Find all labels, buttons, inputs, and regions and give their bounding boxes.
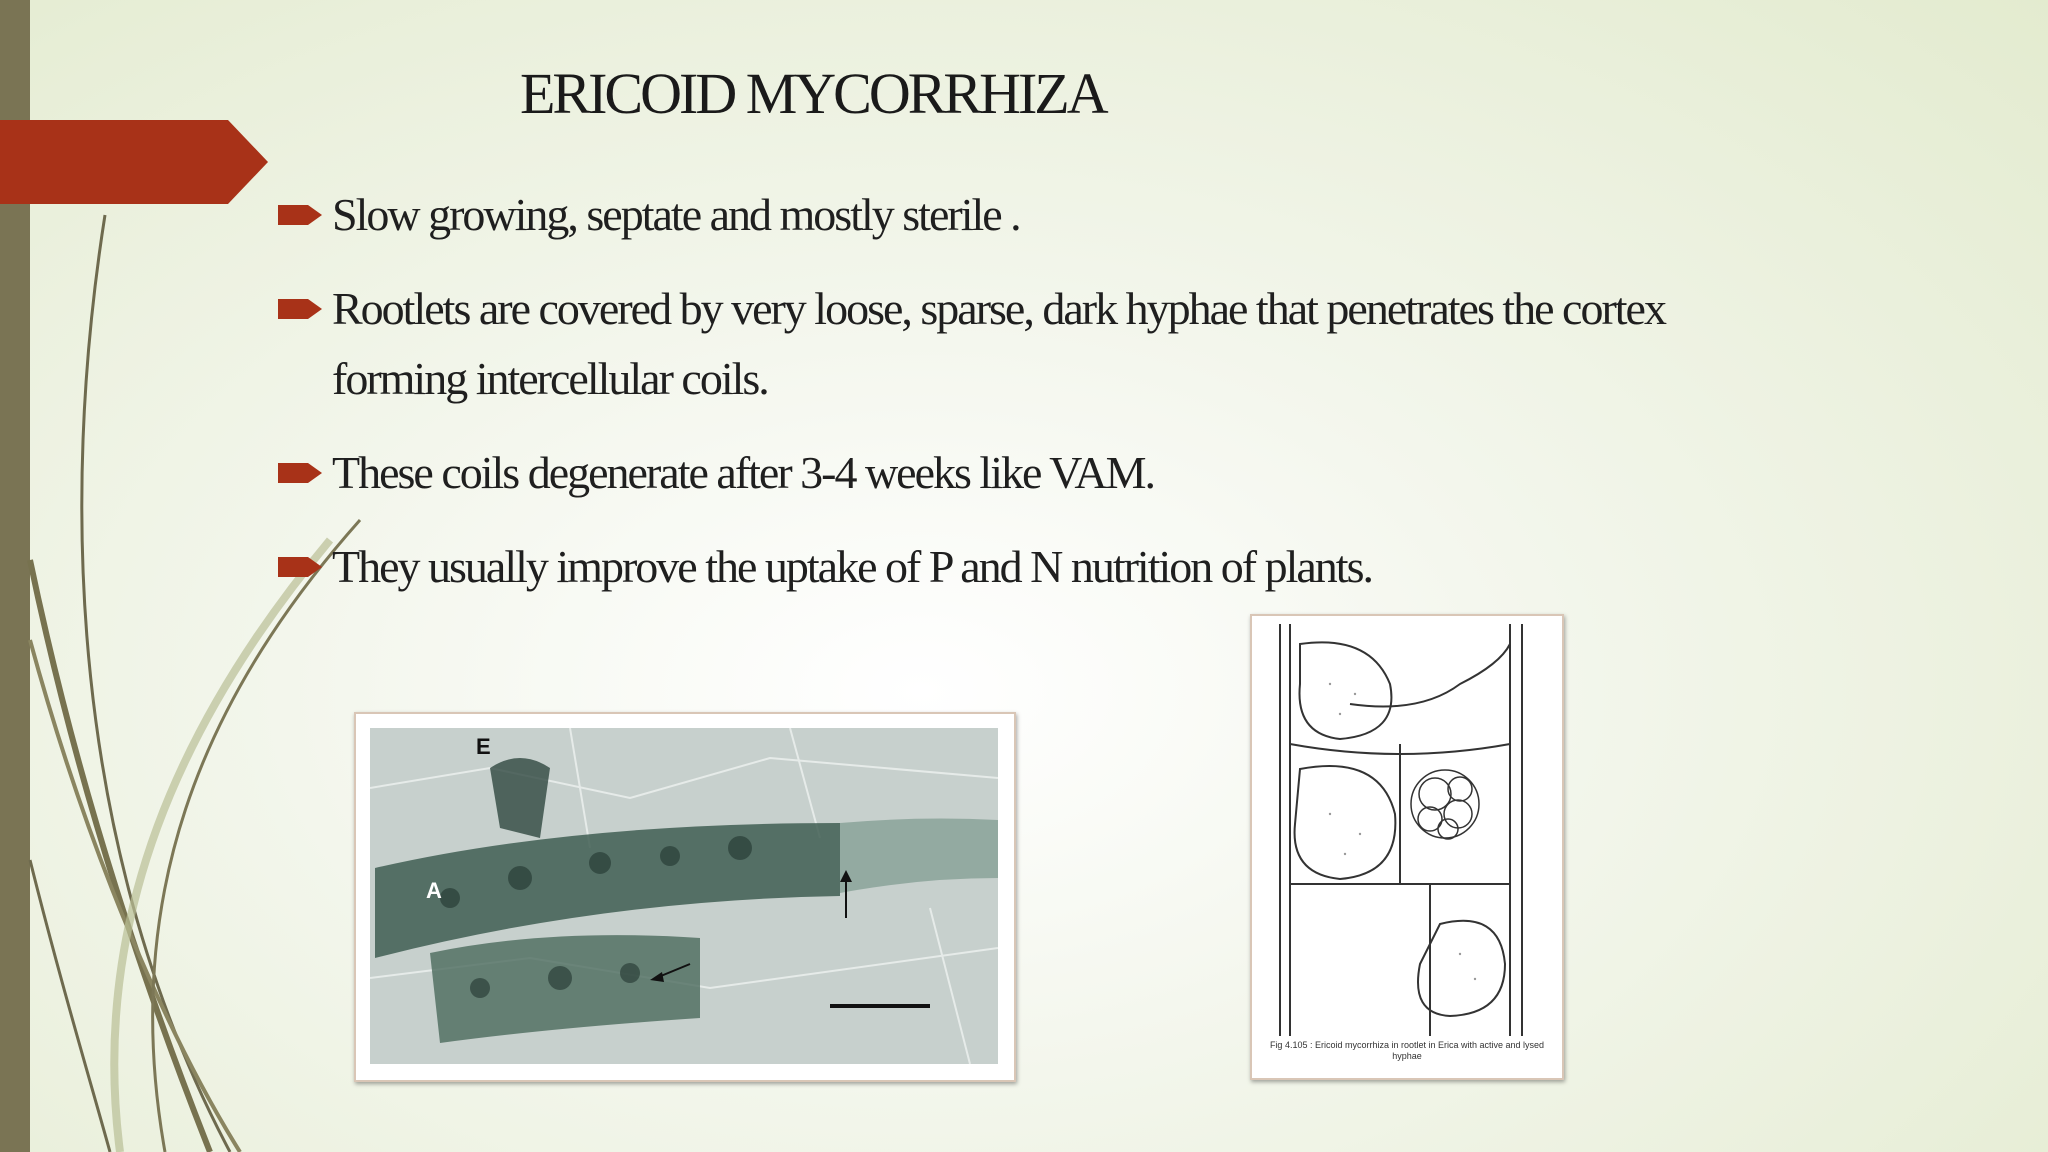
photo-label-a: A [426, 878, 442, 903]
slide-title: ERICOID MYCORRHIZA [520, 61, 1106, 126]
arrow-bullet-icon [278, 202, 322, 228]
bullet-list [278, 180, 1798, 626]
drawing-caption: Fig 4.105 : Ericoid mycorrhiza in rootlet in Erica with active and lysed hyphae [1269, 1040, 1545, 1061]
arrow-bullet-icon [278, 460, 322, 486]
micrograph-figure [354, 712, 1016, 1082]
bullet-item [278, 274, 1798, 414]
cell-drawing-image [1260, 624, 1554, 1036]
bullet-text: They usually improve the uptake of P and N nutrition of plants. [332, 541, 1372, 592]
bullet-text: Slow growing, septate and mostly sterile . [332, 189, 1020, 240]
arrow-bullet-icon [278, 296, 322, 322]
title-ribbon [0, 120, 268, 204]
bullet-item [278, 438, 1798, 508]
bullet-item [278, 180, 1798, 250]
bullet-item [278, 532, 1798, 602]
photo-label-e: E [476, 734, 491, 759]
bullet-text: Rootlets are covered by very loose, sparse, dark hyphae that penetrates the cortex forming intercellular coils. [332, 283, 1665, 404]
ericoid-drawing-figure [1250, 614, 1564, 1080]
micrograph-image [370, 728, 998, 1064]
arrow-bullet-icon [278, 554, 322, 580]
bullet-text: These coils degenerate after 3-4 weeks like VAM. [332, 447, 1154, 498]
